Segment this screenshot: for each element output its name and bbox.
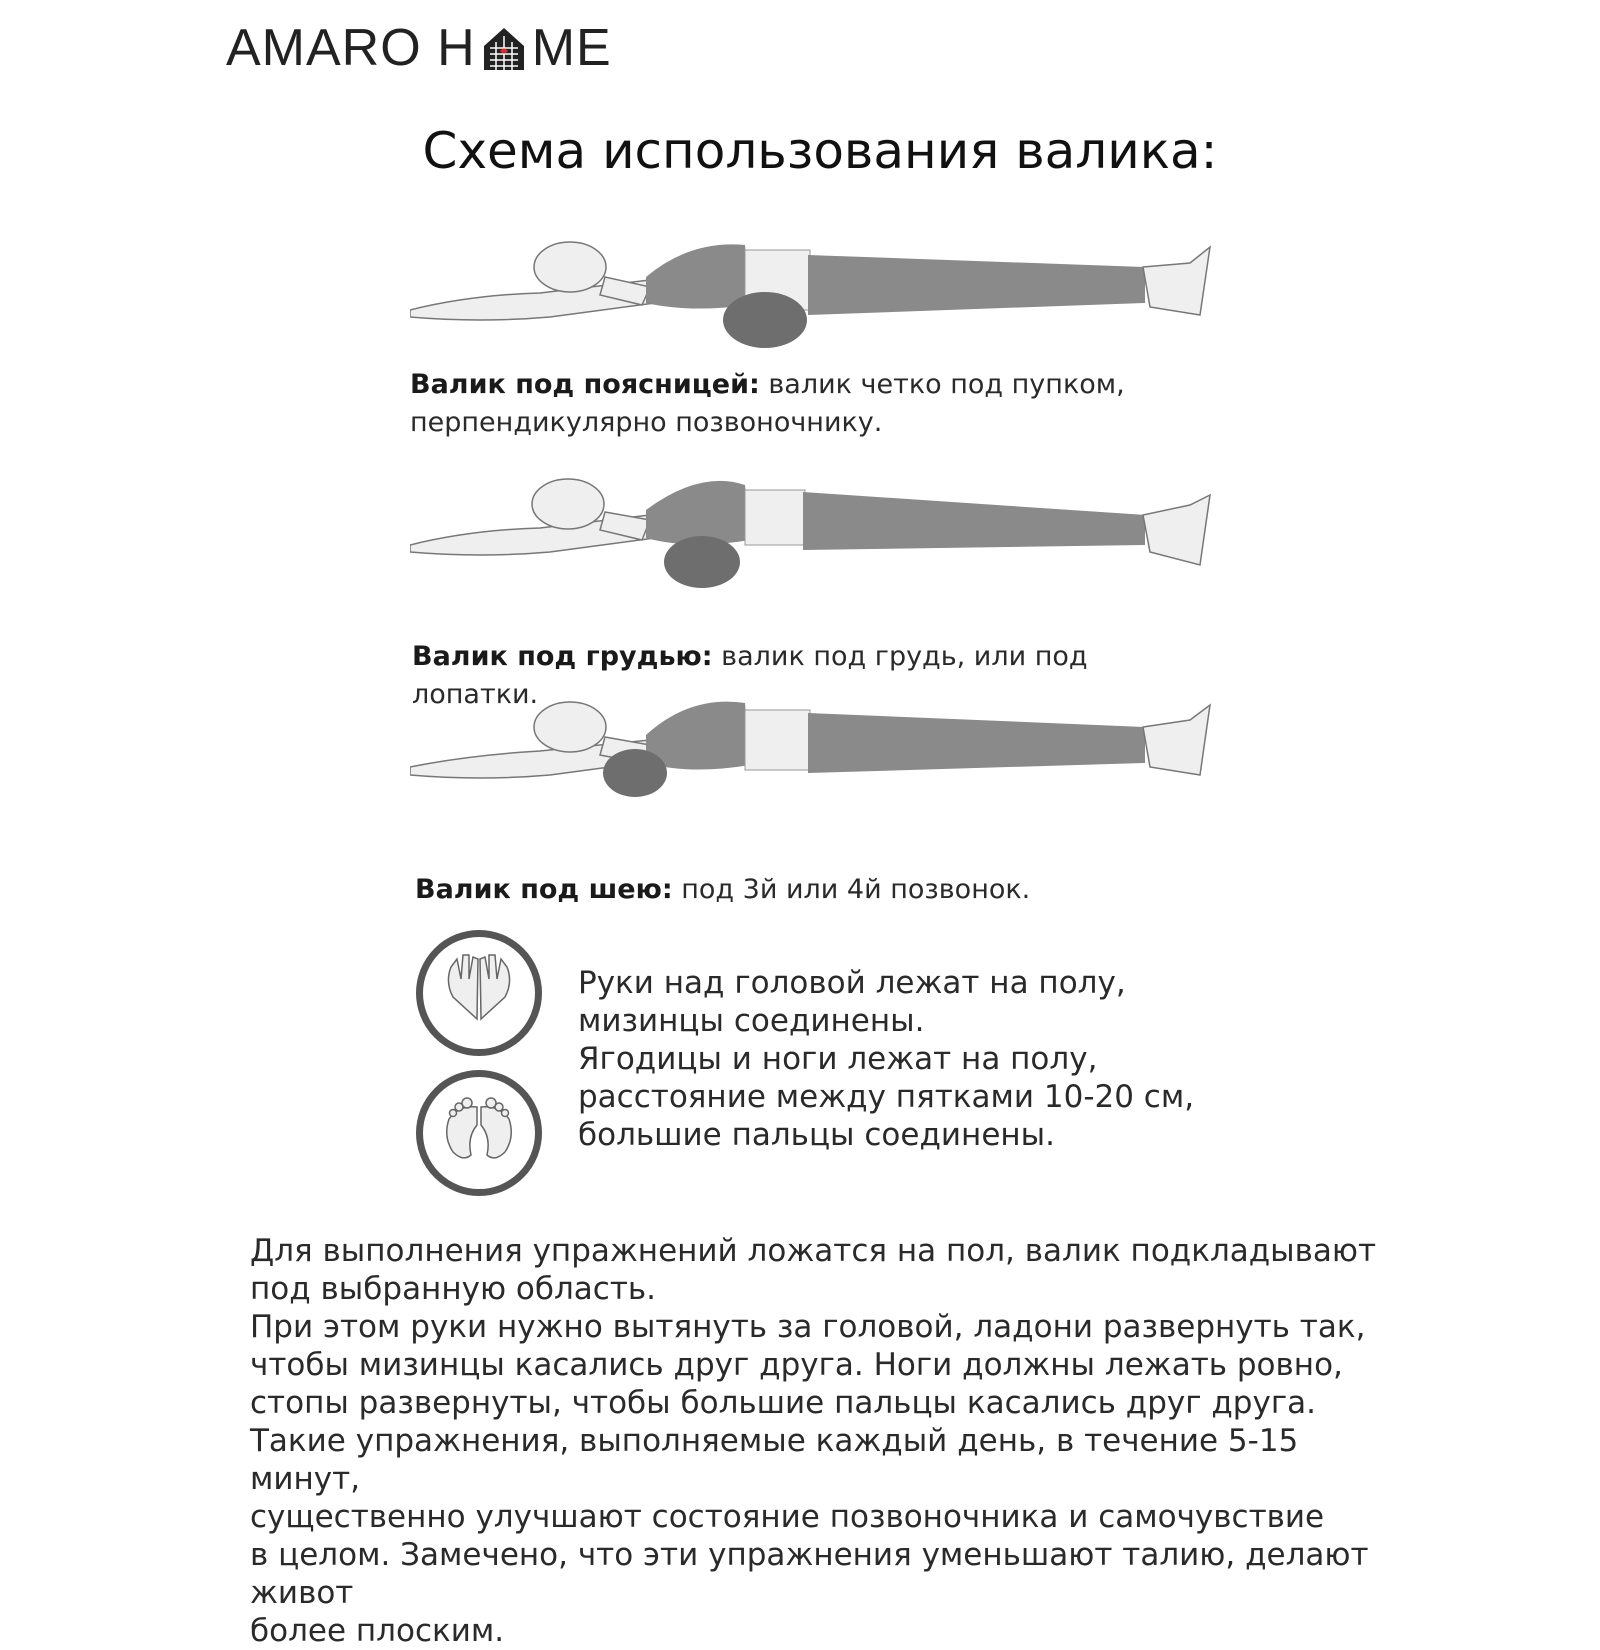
- caption-neck: [415, 871, 1115, 909]
- figure-chest: [410, 460, 1250, 610]
- caption-chest-text: валик под грудь, или под лопатки.: [412, 641, 1088, 710]
- figure-neck: [410, 685, 1250, 835]
- hands-pinky-together-icon: [416, 930, 542, 1056]
- caption-lower-back-text2: перпендикулярно позвоночнику.: [410, 407, 883, 438]
- brand-name-left: AMARO H: [226, 19, 476, 77]
- caption-lower-back-title: Валик под поясницей:: [410, 369, 760, 400]
- description-line: существенно улучшают состояние позвоночника и самочувствие: [250, 1499, 1325, 1535]
- description-line: стопы развернуты, чтобы большие пальцы касались друг друга.: [250, 1385, 1316, 1421]
- page-title: Схема использования валика:: [422, 122, 1218, 180]
- description-line: Такие упражнения, выполняемые каждый день, в течение 5-15 минут,: [250, 1423, 1299, 1497]
- description-line: Для выполнения упражнений ложатся на пол, валик подкладывают: [250, 1233, 1377, 1269]
- description-text: [250, 1232, 1410, 1650]
- caption-neck-title: Валик под шею:: [415, 874, 673, 905]
- description-line: под выбранную область.: [250, 1271, 657, 1307]
- description-line: чтобы мизинцы касались друг друга. Ноги должны лежать ровно,: [250, 1347, 1343, 1383]
- roller: [603, 749, 667, 797]
- position-tips: [578, 964, 1198, 1154]
- brand-name-right: ME: [531, 19, 612, 77]
- caption-lower-back-text: валик четко под пупком,: [759, 369, 1125, 400]
- brand-logo: [226, 19, 612, 77]
- tip-line: Ягодицы и ноги лежат на полу,: [578, 1041, 1098, 1077]
- tip-line: мизинцы соединены.: [578, 1003, 925, 1039]
- caption-chest-title: Валик под грудью:: [412, 641, 713, 672]
- description-line: более плоским.: [250, 1613, 505, 1649]
- tip-line: большие пальцы соединены.: [578, 1117, 1055, 1153]
- house-logo-icon: [480, 24, 528, 72]
- feet-big-toes-together-icon: [416, 1070, 542, 1196]
- description-line: в целом. Замечено, что эти упражнения уменьшают талию, делают живот: [250, 1537, 1369, 1611]
- caption-lower-back: [410, 366, 1170, 442]
- roller: [664, 536, 740, 588]
- caption-neck-text: под 3й или 4й позвонок.: [672, 874, 1031, 905]
- description-line: При этом руки нужно вытянуть за головой, ладони развернуть так,: [250, 1309, 1366, 1345]
- tip-line: расстояние между пятками 10-20 см,: [578, 1079, 1195, 1115]
- tip-line: Руки над головой лежат на полу,: [578, 965, 1126, 1001]
- figure-lower-back: [410, 225, 1250, 375]
- roller: [723, 292, 807, 348]
